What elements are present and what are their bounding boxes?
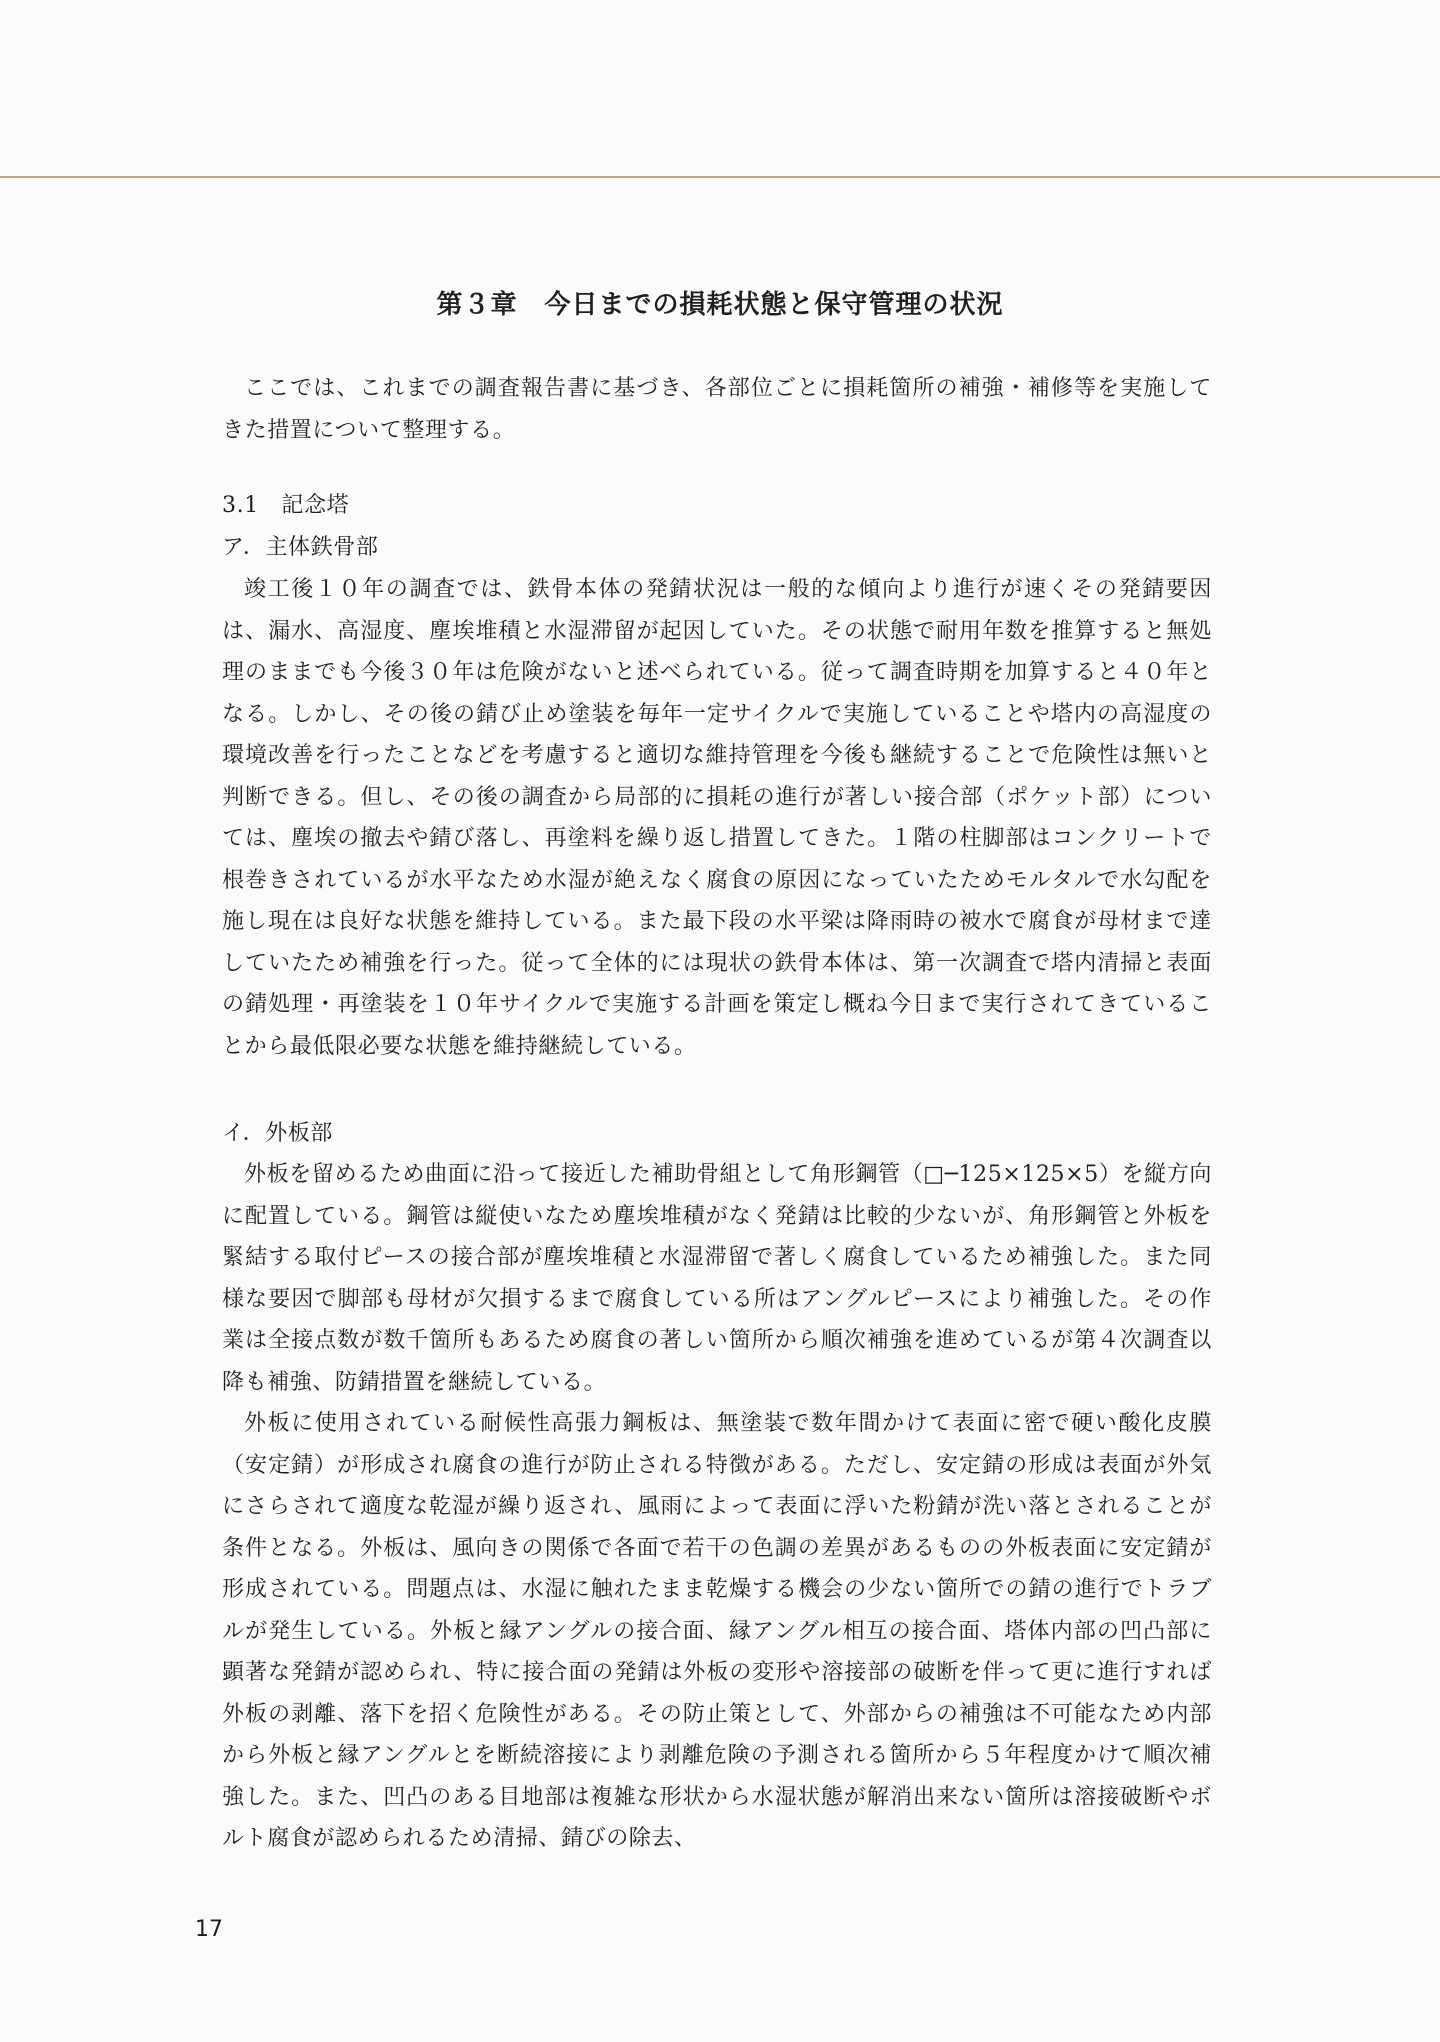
subsection-b-heading: イ．外板部	[222, 1121, 334, 1146]
header-rule	[0, 176, 1440, 178]
section-heading: 3.1 記念塔	[222, 493, 350, 518]
subsection-a-paragraph: 竣工後１０年の調査では、鉄骨本体の発錆状況は一般的な傾向より進行が速くその発錆要因は、漏水、高湿度、塵埃堆積と水湿滞留が起因していた。その状態で耐用年数を推算すると無処理のままでも今後３０年は危険がないと述べられている。従って調査時期を加算すると４０年となる。しかし、その後の錆び止め塗装を毎年一定サイクルで実施していることや塔内の高湿度の環境改善を行ったことなどを考慮すると適切な維持管理を今後も継続することで危険性は無いと判断できる。但し、その後の調査から局部的に損耗の進行が著しい接合部（ポケット部）については、塵埃の撤去や錆び落し、再塗料を繰り返し措置してきた。１階の柱脚部はコンクリートで根巻きされているが水平なため水湿が絶えなく腐食の原因になっていたためモルタルで水勾配を施し現在は良好な状態を維持している。また最下段の水平梁は降雨時の被水で腐食が母材まで達していたため補強を行った。従って全体的には現状の鉄骨本体は、第一次調査で塔内清掃と表面の錆処理・再塗装を１０年サイクルで実施する計画を策定し概ね今日まで実行されてきていることから最低限必要な状態を維持継続している。	[222, 577, 1212, 1059]
chapter-title: 第３章 今日までの損耗状態と保守管理の状況	[436, 290, 1004, 320]
subsection-b-paragraph-2: 外板に使用されている耐候性高張力鋼板は、無塗装で数年間かけて表面に密で硬い酸化皮膜（安定錆）が形成され腐食の進行が防止される特徴がある。ただし、安定錆の形成は表面が外気にさらされて適度な乾湿が繰り返され、風雨によって表面に浮いた粉錆が洗い落とされることが条件となる。外板は、風向きの関係で各面で若干の色調の差異があるものの外板表面に安定錆が形成されている。問題点は、水湿に触れたまま乾燥する機会の少ない箇所での錆の進行でトラブルが発生している。外板と縁アングルの接合面、縁アングル相互の接合面、塔体内部の凹凸部に顕著な発錆が認められ、特に接合面の発錆は外板の変形や溶接部の破断を伴って更に進行すれば外板の剥離、落下を招く危険性がある。その防止策として、外部からの補強は不可能なため内部から外板と縁アングルとを断続溶接により剥離危険の予測される箇所から５年程度かけて順次補強した。また、凹凸のある目地部は複雑な形状から水湿状態が解消出来ない箇所は溶接破断やボルト腐食が認められるため清掃、錆びの除去、	[222, 1411, 1212, 1851]
intro-block	[222, 368, 1212, 451]
subsection-b-body	[222, 1154, 1212, 1860]
intro-paragraph: ここでは、これまでの調査報告書に基づき、各部位ごとに損耗箇所の補強・補修等を実施してきた措置について整理する。	[222, 376, 1212, 443]
subsection-a-heading: ア．主体鉄骨部	[222, 535, 379, 560]
page-number: 17	[195, 1917, 223, 1942]
subsection-b-paragraph-1: 外板を留めるため曲面に沿って接近した補助骨組として角形鋼管（□─125×125×5）を縦方向に配置している。鋼管は縦使いなため塵埃堆積がなく発錆は比較的少ないが、角形鋼管と外板を緊結する取付ピースの接合部が塵埃堆積と水湿滞留で著しく腐食しているため補強した。また同様な要因で脚部も母材が欠損するまで腐食している所はアングルピースにより補強した。その作業は全接点数が数千箇所もあるため腐食の著しい箇所から順次補強を進めているが第４次調査以降も補強、防錆措置を継続している。	[222, 1162, 1212, 1395]
subsection-a-body	[222, 569, 1212, 1067]
